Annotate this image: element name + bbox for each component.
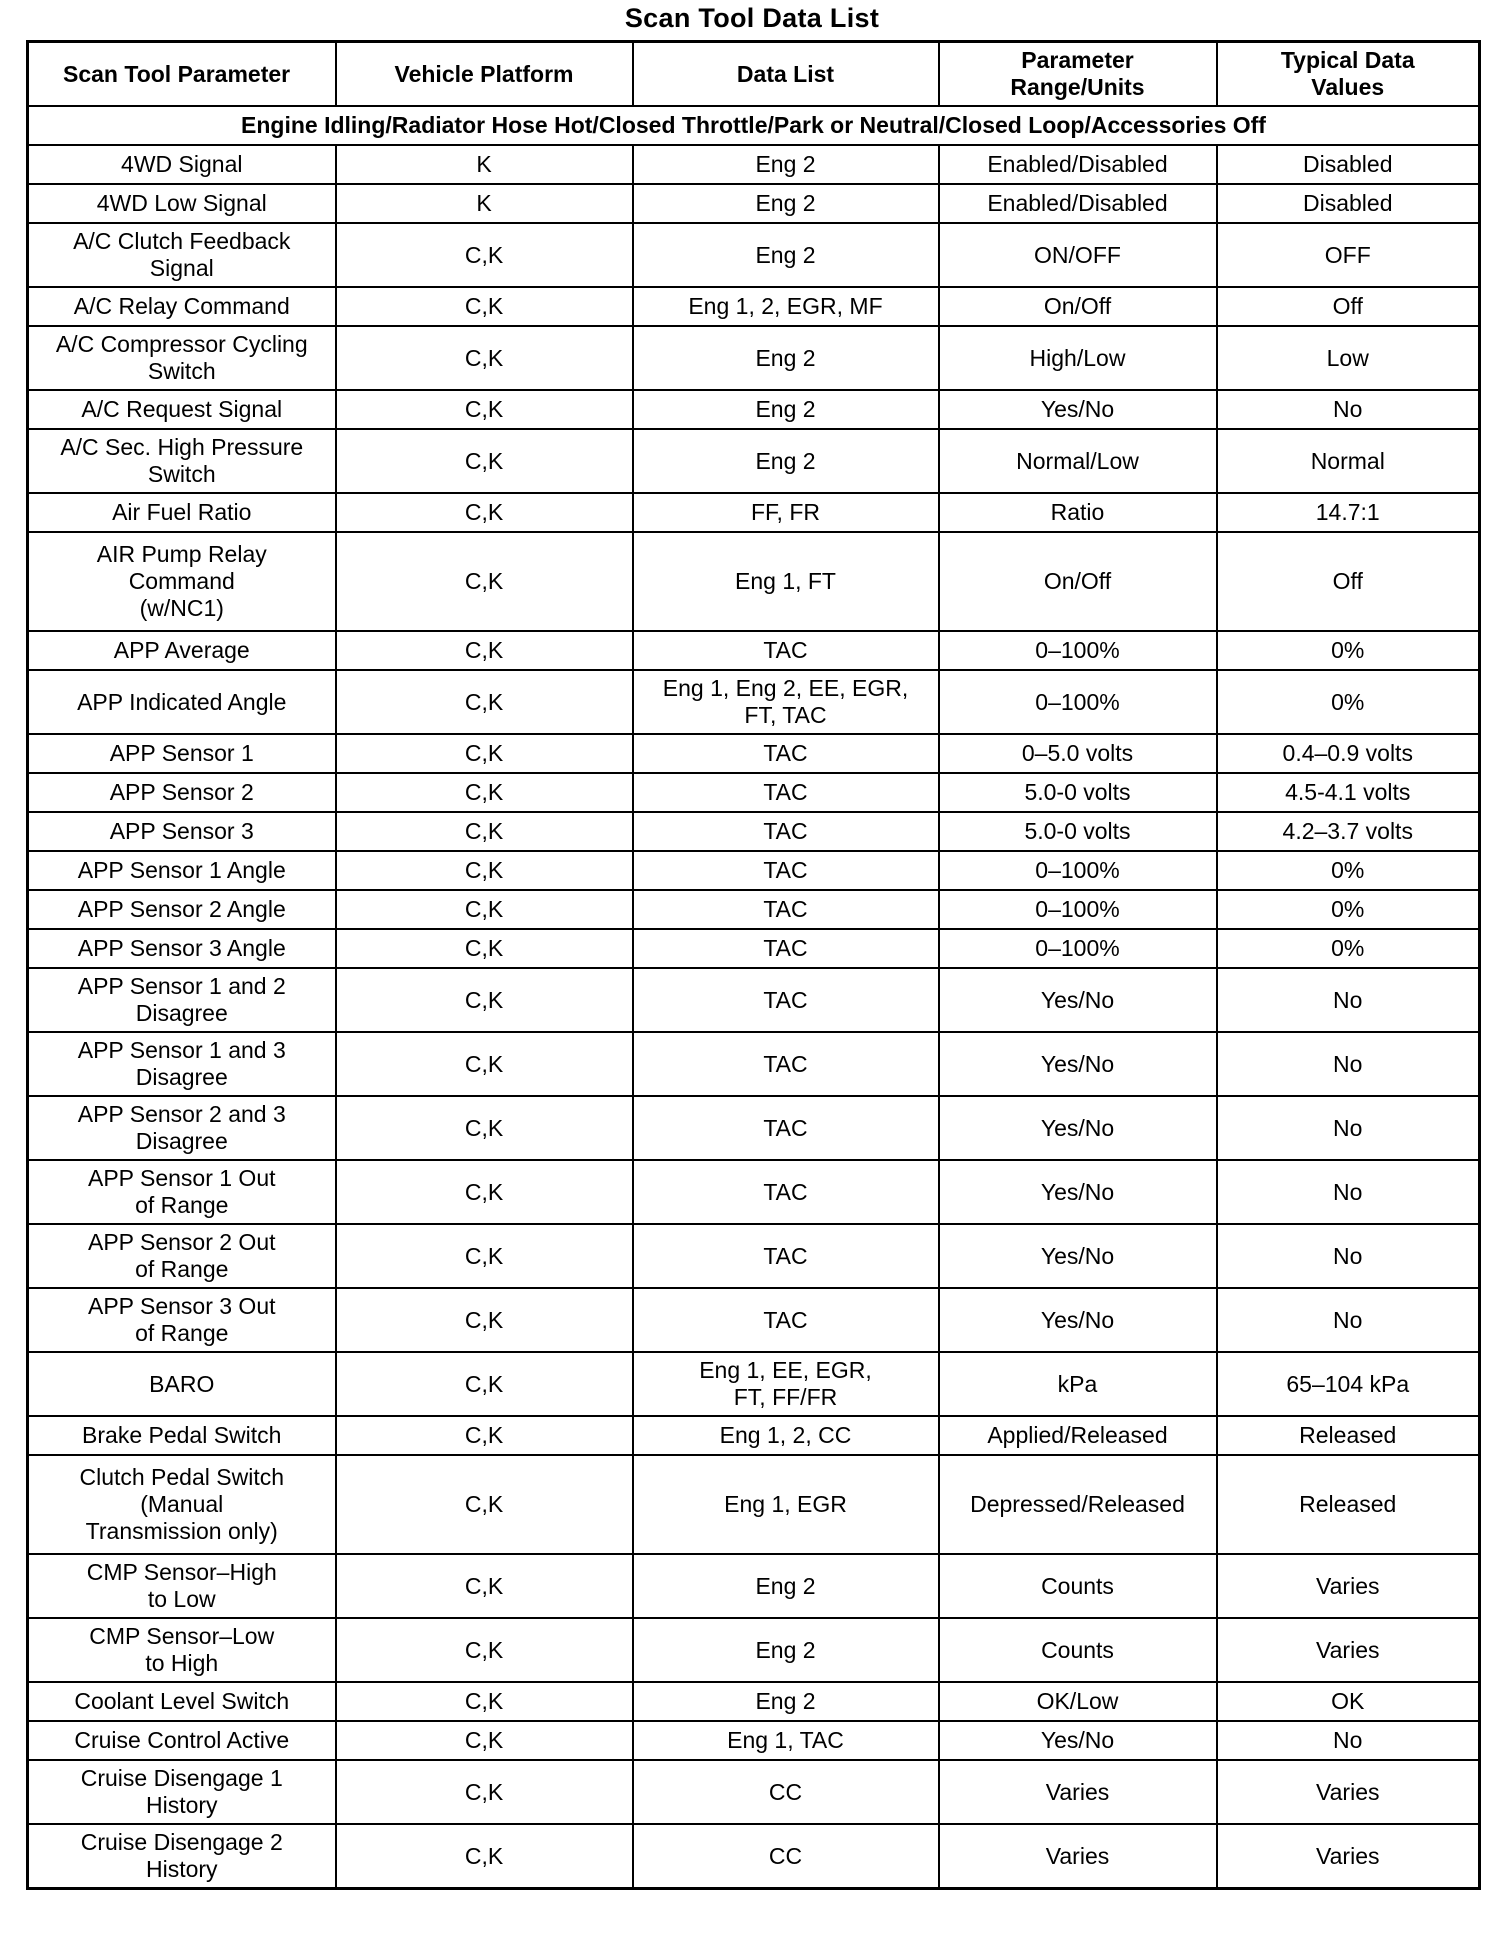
cell-typical-value: 0% [1217, 631, 1480, 670]
table-row [28, 1032, 1480, 1096]
cell-parameter-range: 5.0-0 volts [939, 812, 1217, 851]
cell-data-list: Eng 2 [633, 223, 939, 287]
cell-scan-tool-parameter: APP Sensor 1 and 3 Disagree [28, 1032, 336, 1096]
cell-scan-tool-parameter: APP Sensor 2 Out of Range [28, 1224, 336, 1288]
cell-data-list: CC [633, 1824, 939, 1889]
cell-data-list: Eng 1, Eng 2, EE, EGR, FT, TAC [633, 670, 939, 734]
table-row [28, 184, 1480, 223]
cell-data-list: TAC [633, 929, 939, 968]
cell-scan-tool-parameter: APP Sensor 3 [28, 812, 336, 851]
cell-scan-tool-parameter: APP Sensor 3 Out of Range [28, 1288, 336, 1352]
table-row [28, 1096, 1480, 1160]
cell-vehicle-platform: C,K [336, 223, 633, 287]
cell-scan-tool-parameter: APP Sensor 3 Angle [28, 929, 336, 968]
cell-parameter-range: OK/Low [939, 1682, 1217, 1721]
cell-parameter-range: Enabled/Disabled [939, 184, 1217, 223]
cell-typical-value: No [1217, 1288, 1480, 1352]
table-row [28, 287, 1480, 326]
cell-vehicle-platform: C,K [336, 1682, 633, 1721]
cell-data-list: Eng 2 [633, 145, 939, 184]
cell-vehicle-platform: C,K [336, 1554, 633, 1618]
cell-vehicle-platform: C,K [336, 1416, 633, 1455]
cell-vehicle-platform: C,K [336, 773, 633, 812]
header-parameter-range-units: Parameter Range/Units [939, 42, 1217, 107]
cell-vehicle-platform: C,K [336, 812, 633, 851]
cell-typical-value: 14.7:1 [1217, 493, 1480, 532]
cell-parameter-range: Yes/No [939, 1160, 1217, 1224]
cell-vehicle-platform: C,K [336, 326, 633, 390]
cell-parameter-range: 0–100% [939, 670, 1217, 734]
cell-vehicle-platform: C,K [336, 631, 633, 670]
cell-scan-tool-parameter: APP Sensor 2 [28, 773, 336, 812]
cell-parameter-range: 0–5.0 volts [939, 734, 1217, 773]
cell-typical-value: Normal [1217, 429, 1480, 493]
cell-scan-tool-parameter: Air Fuel Ratio [28, 493, 336, 532]
cell-data-list: TAC [633, 734, 939, 773]
cell-data-list: Eng 2 [633, 1554, 939, 1618]
cell-scan-tool-parameter: Clutch Pedal Switch (Manual Transmission only) [28, 1455, 336, 1554]
table-row [28, 1618, 1480, 1682]
cell-typical-value: No [1217, 1160, 1480, 1224]
table-row [28, 968, 1480, 1032]
cell-vehicle-platform: C,K [336, 1096, 633, 1160]
table-row [28, 532, 1480, 631]
table-row [28, 670, 1480, 734]
table-row [28, 1554, 1480, 1618]
cell-typical-value: Released [1217, 1416, 1480, 1455]
cell-parameter-range: Varies [939, 1824, 1217, 1889]
cell-scan-tool-parameter: APP Sensor 1 Angle [28, 851, 336, 890]
cell-data-list: Eng 1, EE, EGR, FT, FF/FR [633, 1352, 939, 1416]
table-row [28, 1160, 1480, 1224]
cell-typical-value: 0% [1217, 890, 1480, 929]
table-row [28, 1760, 1480, 1824]
cell-typical-value: Off [1217, 532, 1480, 631]
cell-data-list: Eng 2 [633, 1618, 939, 1682]
cell-parameter-range: Enabled/Disabled [939, 145, 1217, 184]
cell-scan-tool-parameter: A/C Clutch Feedback Signal [28, 223, 336, 287]
cell-vehicle-platform: K [336, 184, 633, 223]
cell-vehicle-platform: C,K [336, 968, 633, 1032]
cell-scan-tool-parameter: APP Sensor 2 and 3 Disagree [28, 1096, 336, 1160]
cell-typical-value: Disabled [1217, 145, 1480, 184]
table-row [28, 1224, 1480, 1288]
cell-data-list: Eng 2 [633, 326, 939, 390]
cell-scan-tool-parameter: APP Sensor 2 Angle [28, 890, 336, 929]
cell-data-list: Eng 2 [633, 184, 939, 223]
table-row [28, 1682, 1480, 1721]
cell-scan-tool-parameter: APP Sensor 1 and 2 Disagree [28, 968, 336, 1032]
cell-parameter-range: High/Low [939, 326, 1217, 390]
table-row [28, 631, 1480, 670]
cell-vehicle-platform: C,K [336, 1760, 633, 1824]
cell-vehicle-platform: C,K [336, 493, 633, 532]
cell-data-list: Eng 2 [633, 390, 939, 429]
cell-scan-tool-parameter: CMP Sensor–Low to High [28, 1618, 336, 1682]
cell-typical-value: No [1217, 1721, 1480, 1760]
cell-scan-tool-parameter: AIR Pump Relay Command (w/NC1) [28, 532, 336, 631]
cell-vehicle-platform: C,K [336, 670, 633, 734]
cell-data-list: TAC [633, 812, 939, 851]
cell-scan-tool-parameter: 4WD Signal [28, 145, 336, 184]
cell-typical-value: No [1217, 1032, 1480, 1096]
cell-vehicle-platform: C,K [336, 1032, 633, 1096]
cell-vehicle-platform: C,K [336, 1824, 633, 1889]
cell-typical-value: Varies [1217, 1618, 1480, 1682]
table-row [28, 390, 1480, 429]
cell-typical-value: 4.5-4.1 volts [1217, 773, 1480, 812]
page-title: Scan Tool Data List [624, 3, 880, 33]
table-row [28, 851, 1480, 890]
cell-typical-value: No [1217, 968, 1480, 1032]
cell-typical-value: No [1217, 390, 1480, 429]
cell-parameter-range: Counts [939, 1554, 1217, 1618]
cell-parameter-range: 0–100% [939, 890, 1217, 929]
header-scan-tool-parameter: Scan Tool Parameter [28, 42, 336, 107]
cell-parameter-range: Counts [939, 1618, 1217, 1682]
cell-vehicle-platform: C,K [336, 929, 633, 968]
cell-data-list: Eng 1, 2, EGR, MF [633, 287, 939, 326]
cell-scan-tool-parameter: APP Sensor 1 Out of Range [28, 1160, 336, 1224]
cell-typical-value: 65–104 kPa [1217, 1352, 1480, 1416]
cell-data-list: Eng 1, EGR [633, 1455, 939, 1554]
cell-scan-tool-parameter: Cruise Disengage 2 History [28, 1824, 336, 1889]
table-row [28, 1352, 1480, 1416]
cell-data-list: Eng 1, TAC [633, 1721, 939, 1760]
cell-vehicle-platform: C,K [336, 1224, 633, 1288]
cell-scan-tool-parameter: 4WD Low Signal [28, 184, 336, 223]
cell-vehicle-platform: C,K [336, 390, 633, 429]
cell-typical-value: No [1217, 1096, 1480, 1160]
cell-vehicle-platform: C,K [336, 532, 633, 631]
cell-scan-tool-parameter: Coolant Level Switch [28, 1682, 336, 1721]
cell-parameter-range: Depressed/Released [939, 1455, 1217, 1554]
table-row [28, 1721, 1480, 1760]
cell-parameter-range: On/Off [939, 287, 1217, 326]
cell-typical-value: OK [1217, 1682, 1480, 1721]
cell-data-list: Eng 1, FT [633, 532, 939, 631]
cell-vehicle-platform: C,K [336, 1288, 633, 1352]
cell-data-list: TAC [633, 968, 939, 1032]
table-row [28, 734, 1480, 773]
cell-parameter-range: On/Off [939, 532, 1217, 631]
table-row [28, 429, 1480, 493]
cell-typical-value: Varies [1217, 1554, 1480, 1618]
cell-typical-value: Varies [1217, 1824, 1480, 1889]
cell-vehicle-platform: C,K [336, 287, 633, 326]
table-row [28, 890, 1480, 929]
cell-vehicle-platform: C,K [336, 429, 633, 493]
table-row [28, 223, 1480, 287]
cell-parameter-range: Yes/No [939, 968, 1217, 1032]
header-data-list: Data List [633, 42, 939, 107]
cell-data-list: CC [633, 1760, 939, 1824]
cell-parameter-range: Yes/No [939, 1721, 1217, 1760]
table-row [28, 773, 1480, 812]
table-row [28, 1455, 1480, 1554]
table-row [28, 812, 1480, 851]
cell-data-list: TAC [633, 1224, 939, 1288]
cell-scan-tool-parameter: BARO [28, 1352, 336, 1416]
cell-typical-value: 0% [1217, 670, 1480, 734]
cell-scan-tool-parameter: A/C Sec. High Pressure Switch [28, 429, 336, 493]
cell-vehicle-platform: C,K [336, 1618, 633, 1682]
cell-typical-value: 4.2–3.7 volts [1217, 812, 1480, 851]
cell-vehicle-platform: C,K [336, 890, 633, 929]
cell-typical-value: 0% [1217, 851, 1480, 890]
cell-scan-tool-parameter: Brake Pedal Switch [28, 1416, 336, 1455]
cell-scan-tool-parameter: Cruise Disengage 1 History [28, 1760, 336, 1824]
cell-typical-value: 0% [1217, 929, 1480, 968]
cell-data-list: Eng 2 [633, 1682, 939, 1721]
cell-scan-tool-parameter: Cruise Control Active [28, 1721, 336, 1760]
cell-data-list: TAC [633, 631, 939, 670]
cell-scan-tool-parameter: APP Average [28, 631, 336, 670]
cell-parameter-range: kPa [939, 1352, 1217, 1416]
cell-typical-value: 0.4–0.9 volts [1217, 734, 1480, 773]
cell-data-list: TAC [633, 851, 939, 890]
cell-parameter-range: 5.0-0 volts [939, 773, 1217, 812]
cell-parameter-range: Yes/No [939, 1288, 1217, 1352]
cell-data-list: Eng 1, 2, CC [633, 1416, 939, 1455]
cell-parameter-range: 0–100% [939, 631, 1217, 670]
cell-vehicle-platform: C,K [336, 1721, 633, 1760]
cell-data-list: FF, FR [633, 493, 939, 532]
cell-data-list: TAC [633, 1288, 939, 1352]
table-row [28, 326, 1480, 390]
cell-typical-value: Released [1217, 1455, 1480, 1554]
table-row [28, 145, 1480, 184]
cell-typical-value: Varies [1217, 1760, 1480, 1824]
table-row [28, 493, 1480, 532]
table-row [28, 1824, 1480, 1889]
cell-scan-tool-parameter: APP Indicated Angle [28, 670, 336, 734]
cell-data-list: TAC [633, 890, 939, 929]
cell-parameter-range: 0–100% [939, 929, 1217, 968]
cell-parameter-range: Yes/No [939, 1032, 1217, 1096]
section-row [28, 106, 1480, 145]
cell-parameter-range: ON/OFF [939, 223, 1217, 287]
cell-typical-value: Off [1217, 287, 1480, 326]
header-vehicle-platform: Vehicle Platform [336, 42, 633, 107]
cell-data-list: TAC [633, 1096, 939, 1160]
cell-data-list: TAC [633, 773, 939, 812]
header-typical-data-values: Typical Data Values [1217, 42, 1480, 107]
table-row [28, 1416, 1480, 1455]
cell-parameter-range: 0–100% [939, 851, 1217, 890]
cell-parameter-range: Normal/Low [939, 429, 1217, 493]
cell-scan-tool-parameter: CMP Sensor–High to Low [28, 1554, 336, 1618]
cell-vehicle-platform: C,K [336, 1455, 633, 1554]
header-row [28, 42, 1480, 107]
cell-vehicle-platform: C,K [336, 734, 633, 773]
cell-scan-tool-parameter: APP Sensor 1 [28, 734, 336, 773]
cell-data-list: Eng 2 [633, 429, 939, 493]
cell-parameter-range: Varies [939, 1760, 1217, 1824]
cell-typical-value: Disabled [1217, 184, 1480, 223]
cell-vehicle-platform: K [336, 145, 633, 184]
cell-parameter-range: Yes/No [939, 390, 1217, 429]
cell-typical-value: No [1217, 1224, 1480, 1288]
cell-vehicle-platform: C,K [336, 1352, 633, 1416]
cell-parameter-range: Yes/No [939, 1224, 1217, 1288]
cell-vehicle-platform: C,K [336, 851, 633, 890]
cell-scan-tool-parameter: A/C Relay Command [28, 287, 336, 326]
cell-parameter-range: Applied/Released [939, 1416, 1217, 1455]
cell-typical-value: Low [1217, 326, 1480, 390]
cell-scan-tool-parameter: A/C Compressor Cycling Switch [28, 326, 336, 390]
cell-parameter-range: Yes/No [939, 1096, 1217, 1160]
table-row [28, 1288, 1480, 1352]
section-heading: Engine Idling/Radiator Hose Hot/Closed Throttle/Park or Neutral/Closed Loop/Accessories Off [28, 106, 1480, 145]
table-row [28, 929, 1480, 968]
cell-data-list: TAC [633, 1160, 939, 1224]
scan-tool-data-table [26, 40, 1481, 1890]
cell-data-list: TAC [633, 1032, 939, 1096]
cell-typical-value: OFF [1217, 223, 1480, 287]
cell-vehicle-platform: C,K [336, 1160, 633, 1224]
cell-parameter-range: Ratio [939, 493, 1217, 532]
cell-scan-tool-parameter: A/C Request Signal [28, 390, 336, 429]
